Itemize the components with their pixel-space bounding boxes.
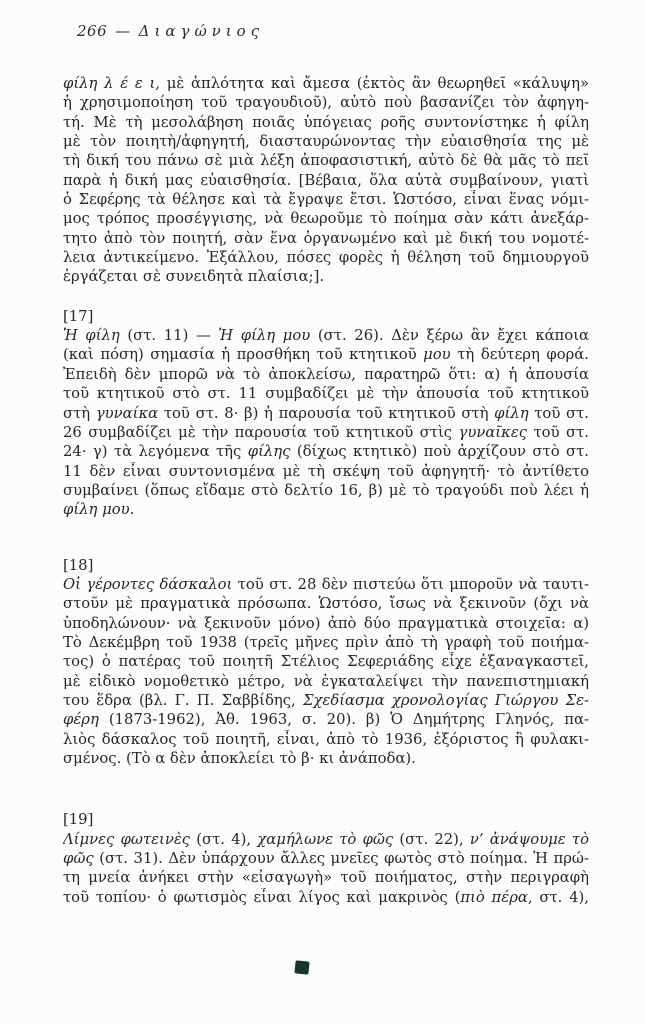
text-line: μος τρόπος προσέγγισης, νὰ θεωροῦμε τὸ ποίημα σὰν κάτι ἀνεξάρ-: [63, 210, 589, 228]
text-line: Λίμνες φωτεινὲς (στ. 4), χαμήλωνε τὸ φῶς (στ. 22), ν’ ἀνάψουμε τὸ: [63, 830, 589, 848]
text-line: του ἕδρα (βλ. Γ. Π. Σαββίδης, Σχεδίασμα χρονολογίας Γιώργου Σε-: [63, 691, 589, 709]
text-line: 11 δὲν εἶναι συντονισμένα μὲ τὴ σκέψη τοῦ ἀφηγητῆ· τὸ ἀντίθετο: [63, 462, 589, 480]
text-line: λιὸς δάσκαλος τοῦ ποιητῆ, εἶναι, ἀπὸ τὸ 1936, ἐξόριστος ἢ φυλακι-: [63, 730, 589, 748]
text-line: τοῦ τοπίου· ὁ φωτισμὸς εἶναι λίγος καὶ μακρινὸς (πιὸ πέρα, στ. 4),: [63, 888, 589, 906]
text-line: ἡ χρησιμοποίηση τοῦ τραγουδιοῦ), αὐτὸ ποὺ βασανίζει τὸν ἀφηγη-: [63, 94, 589, 112]
page-number: 266: [77, 22, 108, 40]
section-19: [63, 810, 589, 907]
text-line: σμένος. (Τὸ α δὲν ἀποκλείει τὸ β· κι ἀνάποδα).: [63, 750, 416, 767]
page-header: [77, 22, 264, 40]
text-line: στοῦν μὲ πραγματικὰ πρόσωπα. Ὡστόσο, ἴσως νὰ ξεκινοῦν (ὄχι νὰ: [63, 595, 589, 613]
text-line: ἐργάζεται σὲ συνειδητὰ πλαίσια;].: [63, 268, 325, 286]
text-line: φίλη λ έ ε ι, μὲ ἁπλότητα καὶ ἄμεσα (ἐκτὸς ἂν θεωρηθεῖ «κάλυψη»: [63, 75, 589, 92]
text-line: 26 συμβαδίζει μὲ τὴν παρουσία τοῦ κτητικοῦ στὶς γυναῖκες τοῦ στ.: [63, 423, 589, 441]
text-line: μὲ εἰδικὸ νομοθετικὸ μέτρο, νὰ ἐγκαταλείψει τὴν πανεπιστημιακή: [63, 672, 589, 690]
text-line: 24· γ) τὰ λεγόμενα τῆς φίλης (δίχως κτητικὸ) ποὺ ἀρχίζουν στὸ στ.: [63, 443, 589, 461]
text-line: τος) ὁ πατέρας τοῦ ποιητῆ Στέλιος Σεφεριάδης εἶχε ἐξαναγκαστεῖ,: [63, 653, 589, 671]
text-line: τητο ἀπὸ τὸν ποιητή, σὰν ἕνα ὀργανωμένο καὶ μὲ δική του νομοτέ-: [63, 229, 589, 247]
text-line: φῶς (στ. 31). Δὲν ὑπάρχουν ἄλλες μνεῖες φωτὸς στὸ ποίημα. Ἡ πρώ-: [63, 850, 589, 868]
section-17: [63, 307, 589, 520]
text-line: ὁ Σεφέρης τὰ θέλησε καὶ τὰ ἔγραψε ἔτσι. Ὡστόσο, εἶναι ἕνας νόμι-: [63, 191, 589, 209]
text-line: ὑποδηλώνουν· νὰ ξεκινοῦν μόνο) ἀπὸ δύο πραγματικὰ στοιχεῖα: α): [63, 614, 589, 632]
section-continuation: [63, 74, 589, 287]
section-label: [18]: [63, 556, 94, 574]
text-line: τη μνεία ἀνήκει στὴν «εἰσαγωγὴ» τοῦ ποιήματος, στὴν περιγραφὴ: [63, 869, 589, 887]
running-title: Διαγώνιος: [138, 22, 265, 40]
text-line: Τὸ Δεκέμβρη τοῦ 1938 (τρεῖς μῆνες πρὶν ἀπὸ τὴ γραφὴ τοῦ ποιήμα-: [63, 633, 589, 651]
text-line: στὴ γυναίκα τοῦ στ. 8· β) ἡ παρουσία τοῦ κτητικοῦ στὴ φίλη τοῦ στ.: [63, 404, 589, 422]
text-line: (καὶ πόση) σημασία ἡ προσθήκη τοῦ κτητικοῦ μου τὴ δεύτερη φορά.: [63, 346, 589, 364]
text-line: παρὰ ἡ δική μας εὐαισθησία. [Βέβαια, ὅλα αὐτὰ συμβαίνουν, γιατὶ: [63, 171, 589, 189]
ink-mark: [294, 960, 309, 974]
section-18: [63, 556, 589, 769]
text-line: Οἱ γέροντες δάσκαλοι τοῦ στ. 28 δὲν πιστεύω ὅτι μποροῦν νὰ ταυτι-: [63, 575, 589, 593]
text-line: μὲ τὸν ποιητὴ/ἀφηγητή, διασταυρώνοντας τὴν εὐαισθησία της μὲ: [63, 133, 589, 151]
text-line: τή. Μὲ τὴ μεσολάβηση ποιᾶς ὑπόγειας ροῆς συντονίστηκε ἡ φίλη: [63, 113, 589, 131]
header-dash: —: [115, 22, 131, 40]
text-line: φέρη (1873-1962), Ἀθ. 1963, σ. 20). β) Ὁ Δημήτρης Γληνός, πα-: [63, 711, 589, 729]
text-line: λεια ἀντικείμενο. Ἐξάλλου, πόσες φορὲς ἡ θέληση τοῦ δημιουργοῦ: [63, 249, 589, 267]
text-line: Ἐπειδὴ δὲν μπορῶ νὰ τὸ ἀποκλείσω, παρατηρῶ ὅτι: α) ἡ ἀπουσία: [63, 365, 589, 383]
text-line: φίλη μου.: [63, 501, 135, 519]
text-line: συμβαίνει (ὅπως εἴδαμε στὸ δελτίο 16, β) μὲ τὸ τραγούδι ποὺ λέει ἡ: [63, 481, 589, 499]
section-label: [17]: [63, 307, 94, 325]
section-label: [19]: [63, 811, 94, 829]
text-line: Ἡ φίλη (στ. 11) — Ἡ φίλη μου (στ. 26). Δὲν ξέρω ἂν ἔχει κάποια: [63, 327, 589, 345]
sections: [63, 74, 589, 907]
text-line: τὴ δική του πάνω σὲ μιὰ λέξη ἀποφασιστική, αὐτὸ δὲ θὰ μᾶς τὸ πεῖ: [63, 152, 589, 170]
text-line: τοῦ κτητικοῦ στὸ στ. 11 συμβαδίζει μὲ τὴν ἀπουσία τοῦ κτητικοῦ: [63, 385, 589, 403]
